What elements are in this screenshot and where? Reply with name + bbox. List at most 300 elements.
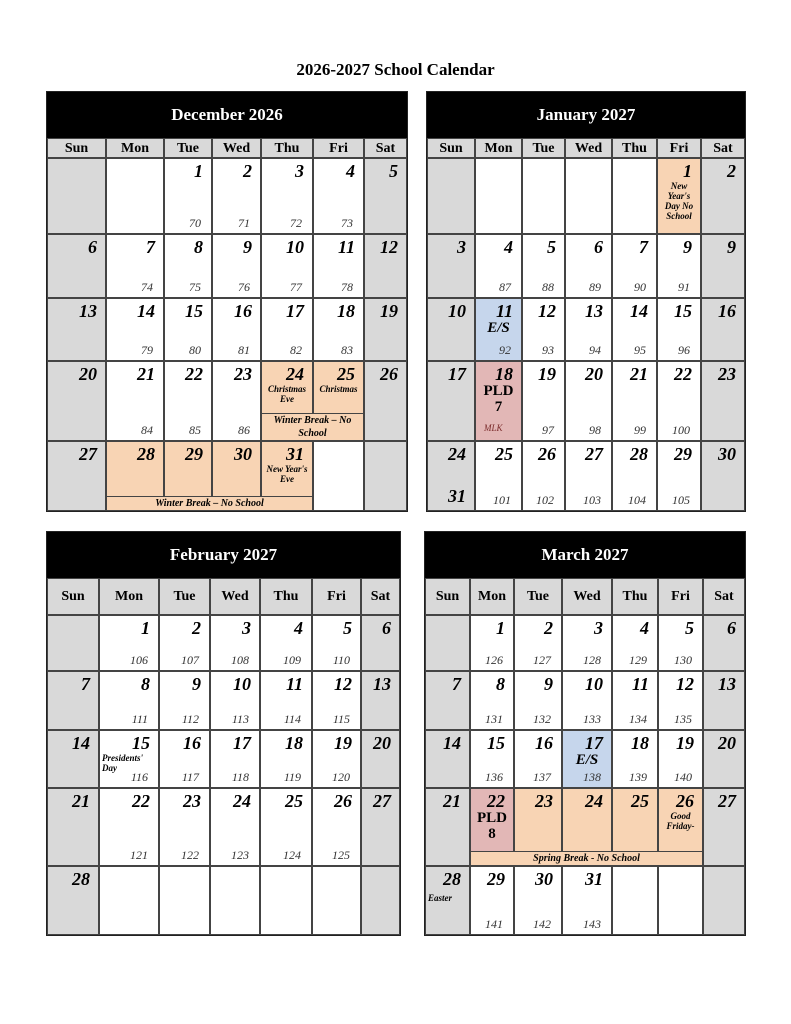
day-cell: [522, 298, 565, 361]
school-day-count: 93: [542, 343, 554, 357]
day-cell: [210, 730, 260, 788]
day-number: 14: [630, 301, 648, 321]
school-day-count: 89: [589, 280, 601, 294]
day-cell: [470, 671, 514, 730]
day-number: 1: [141, 618, 150, 638]
day-cell: [703, 788, 745, 866]
weekday-header: Mon: [99, 578, 159, 615]
day-cell: [164, 234, 212, 298]
day-cell: [522, 361, 565, 441]
day-number: 8: [194, 237, 203, 257]
school-day-count: 108: [231, 653, 249, 667]
day-number: 11: [631, 674, 649, 694]
empty-cell: [612, 866, 658, 935]
school-day-count: 123: [231, 848, 249, 862]
day-cell: [313, 234, 364, 298]
school-day-count: 116: [130, 770, 148, 784]
day-number: 4: [294, 618, 303, 638]
day-cell: [212, 298, 261, 361]
day-number: 27: [79, 444, 97, 464]
school-day-count: 78: [341, 280, 353, 294]
school-day-count: 138: [583, 770, 601, 784]
day-number: 9: [544, 674, 553, 694]
day-cell: [361, 615, 400, 671]
day-cell: [260, 671, 312, 730]
day-number: 3: [295, 161, 304, 181]
day-number: 21: [72, 791, 90, 811]
day-number: 3: [594, 618, 603, 638]
weekday-header: Sat: [364, 138, 407, 158]
day-cell: [313, 158, 364, 234]
day-cell: [475, 234, 522, 298]
day-number: 25: [337, 364, 355, 384]
day-cell: [210, 788, 260, 866]
day-cell: [475, 298, 522, 361]
day-cell: [212, 158, 261, 234]
day-number: 22: [674, 364, 692, 384]
day-note: Christmas Eve: [267, 384, 307, 404]
day-cell: [164, 361, 212, 441]
empty-cell: [475, 158, 522, 234]
day-number: 30: [234, 444, 252, 464]
weekday-header: Sat: [361, 578, 400, 615]
day-cell: [364, 234, 407, 298]
day-cell: [612, 234, 657, 298]
school-day-count: 86: [238, 423, 250, 437]
day-number: 4: [640, 618, 649, 638]
day-cell: [562, 730, 612, 788]
day-cell: [612, 671, 658, 730]
day-cell: [99, 730, 159, 788]
day-number: 17: [286, 301, 304, 321]
day-cell: [657, 298, 701, 361]
school-day-count: 132: [533, 712, 551, 726]
school-day-count: 136: [485, 770, 503, 784]
day-cell: [470, 730, 514, 788]
school-day-count: 114: [283, 712, 301, 726]
day-number: 2: [727, 161, 736, 181]
school-day-count: 70: [189, 216, 201, 230]
school-day-count: 80: [189, 343, 201, 357]
early-start-label: E/S: [487, 320, 510, 336]
school-day-count: 88: [542, 280, 554, 294]
day-cell: [312, 788, 361, 866]
school-day-count: 128: [583, 653, 601, 667]
day-cell: [361, 671, 400, 730]
day-number: 29: [487, 869, 505, 889]
day-number: 11: [495, 301, 513, 321]
day-number: 5: [685, 618, 694, 638]
day-number: 20: [79, 364, 97, 384]
school-day-count: 122: [181, 848, 199, 862]
school-day-count: 92: [499, 343, 511, 357]
empty-cell: [658, 866, 703, 935]
day-number: 5: [343, 618, 352, 638]
day-cell: [701, 298, 745, 361]
day-cell: [312, 671, 361, 730]
day-number: 28: [137, 444, 155, 464]
day-number: 26: [334, 791, 352, 811]
day-cell: [703, 671, 745, 730]
day-cell: [475, 441, 522, 511]
empty-cell: [703, 866, 745, 935]
day-cell: [514, 866, 562, 935]
day-cell: [106, 298, 164, 361]
day-cell: [364, 298, 407, 361]
day-number: 9: [683, 237, 692, 257]
day-number: 30: [718, 444, 736, 464]
day-cell: [47, 298, 106, 361]
school-day-count: 102: [536, 493, 554, 507]
day-number: 29: [185, 444, 203, 464]
day-number: 2: [243, 161, 252, 181]
day-number: 28: [443, 869, 461, 889]
day-cell: [565, 361, 612, 441]
day-cell: [522, 441, 565, 511]
empty-cell: [364, 441, 407, 511]
day-number: 10: [585, 674, 603, 694]
day-number: 12: [334, 674, 352, 694]
weekday-header: Mon: [475, 138, 522, 158]
day-number: 19: [676, 733, 694, 753]
day-cell: [565, 298, 612, 361]
day-number: 2: [192, 618, 201, 638]
day-number: 15: [487, 733, 505, 753]
day-cell: [612, 441, 657, 511]
school-day-count: 137: [533, 770, 551, 784]
school-day-count: 141: [485, 917, 503, 931]
day-number: 19: [538, 364, 556, 384]
school-day-count: 109: [283, 653, 301, 667]
school-day-count: 112: [181, 712, 199, 726]
day-cell: [164, 298, 212, 361]
school-day-count: 79: [141, 343, 153, 357]
school-day-count: 140: [674, 770, 692, 784]
day-number: 23: [234, 364, 252, 384]
weekday-header: Sun: [47, 138, 106, 158]
day-cell: [99, 671, 159, 730]
school-day-count: 139: [629, 770, 647, 784]
day-cell: [514, 671, 562, 730]
day-number: 19: [334, 733, 352, 753]
day-number: 10: [448, 301, 466, 321]
day-number: 15: [132, 733, 150, 753]
day-number: 10: [286, 237, 304, 257]
day-cell: [425, 788, 470, 866]
day-number: 21: [443, 791, 461, 811]
day-cell: [522, 234, 565, 298]
day-cell: [612, 361, 657, 441]
school-day-count: 96: [678, 343, 690, 357]
school-day-count: 119: [283, 770, 301, 784]
month-title: February 2027: [47, 532, 400, 578]
break-banner: Winter Break – No School: [106, 496, 313, 511]
school-day-count: 91: [678, 280, 690, 294]
empty-cell: [612, 158, 657, 234]
day-number: 17: [585, 733, 603, 753]
day-cell: [701, 361, 745, 441]
day-cell: [313, 298, 364, 361]
empty-cell: [361, 866, 400, 935]
day-number: 12: [538, 301, 556, 321]
day-number: 12: [676, 674, 694, 694]
day-cell: [514, 730, 562, 788]
day-number: 31: [585, 869, 603, 889]
school-day-count: 72: [290, 216, 302, 230]
empty-cell: [47, 158, 106, 234]
day-number: 12: [380, 237, 398, 257]
month-title: December 2026: [47, 92, 407, 138]
day-number: 15: [674, 301, 692, 321]
school-day-count: 103: [583, 493, 601, 507]
day-number: 23: [535, 791, 553, 811]
day-number: 5: [547, 237, 556, 257]
day-number: 5: [389, 161, 398, 181]
day-cell: [312, 615, 361, 671]
day-cell: [612, 730, 658, 788]
weekday-header: Sat: [703, 578, 745, 615]
day-cell: [260, 615, 312, 671]
day-cell: [212, 234, 261, 298]
day-cell: [470, 866, 514, 935]
day-note: New Year's Day No School: [664, 181, 694, 221]
school-day-count: 81: [238, 343, 250, 357]
school-day-count: 111: [131, 712, 148, 726]
empty-cell: [427, 158, 475, 234]
day-number: 3: [457, 237, 466, 257]
day-number: 18: [495, 364, 513, 384]
month-title: March 2027: [425, 532, 745, 578]
day-number: 26: [676, 791, 694, 811]
pld-label: PLD 8: [477, 810, 507, 842]
day-cell: [47, 441, 106, 511]
day-number: 17: [233, 733, 251, 753]
day-cell: [425, 671, 470, 730]
day-note: Christmas: [319, 384, 358, 394]
school-day-count: 90: [634, 280, 646, 294]
school-day-count: 99: [634, 423, 646, 437]
day-number: 25: [631, 791, 649, 811]
day-number: 1: [194, 161, 203, 181]
day-number: 22: [185, 364, 203, 384]
day-cell: [261, 158, 313, 234]
day-number: 29: [674, 444, 692, 464]
school-day-count: 74: [141, 280, 153, 294]
day-number: 21: [137, 364, 155, 384]
school-day-count: 142: [533, 917, 551, 931]
day-cell: [159, 671, 210, 730]
day-number: 22: [132, 791, 150, 811]
month-title: January 2027: [427, 92, 745, 138]
day-cell: [425, 866, 470, 935]
day-number: 2: [544, 618, 553, 638]
day-cell: [47, 866, 99, 935]
day-number: 7: [81, 674, 90, 694]
day-note: Easter: [428, 893, 453, 903]
school-day-count: 126: [485, 653, 503, 667]
day-cell: [658, 730, 703, 788]
empty-cell: [159, 866, 210, 935]
day-cell: [565, 234, 612, 298]
day-cell: [47, 234, 106, 298]
break-banner: Spring Break - No School: [470, 851, 703, 866]
day-cell: [425, 730, 470, 788]
day-number: 14: [443, 733, 461, 753]
weekday-header: Tue: [164, 138, 212, 158]
day-cell: [106, 361, 164, 441]
day-cell: [514, 615, 562, 671]
day-cell: [565, 441, 612, 511]
day-cell: [261, 234, 313, 298]
weekday-header: Sat: [701, 138, 745, 158]
day-cell: [562, 671, 612, 730]
weekday-header: Tue: [159, 578, 210, 615]
day-number: 16: [718, 301, 736, 321]
day-number: 18: [631, 733, 649, 753]
weekday-header: Tue: [522, 138, 565, 158]
day-number: 13: [585, 301, 603, 321]
day-cell: [159, 788, 210, 866]
day-cell: [701, 234, 745, 298]
break-banner: Winter Break – No School: [261, 413, 364, 441]
day-number: 23: [718, 364, 736, 384]
day-cell: [658, 671, 703, 730]
day-number: 13: [79, 301, 97, 321]
weekday-header: Fri: [313, 138, 364, 158]
school-day-count: 135: [674, 712, 692, 726]
day-number: 7: [452, 674, 461, 694]
school-day-count: 121: [130, 848, 148, 862]
day-number: 9: [192, 674, 201, 694]
month-march: [424, 531, 746, 936]
day-cell: [159, 730, 210, 788]
day-number: 7: [639, 237, 648, 257]
day-number: 25: [495, 444, 513, 464]
day-cell: [210, 671, 260, 730]
day-cell: [562, 866, 612, 935]
day-note: Presidents' Day: [102, 753, 144, 773]
day-cell: [427, 441, 475, 511]
school-day-count: 104: [628, 493, 646, 507]
school-day-count: 94: [589, 343, 601, 357]
day-number: 9: [727, 237, 736, 257]
day-number: 1: [683, 161, 692, 181]
day-number: 24: [448, 444, 466, 464]
day-number: 24: [286, 364, 304, 384]
day-cell: [47, 730, 99, 788]
day-number: 14: [137, 301, 155, 321]
weekday-header: Thu: [260, 578, 312, 615]
weekday-header: Thu: [612, 578, 658, 615]
weekday-header: Thu: [261, 138, 313, 158]
day-cell: [657, 158, 701, 234]
day-number: 27: [718, 791, 736, 811]
day-number: 18: [285, 733, 303, 753]
day-number: 6: [594, 237, 603, 257]
day-number: 10: [233, 674, 251, 694]
day-number: 13: [373, 674, 391, 694]
school-day-count: 133: [583, 712, 601, 726]
day-cell: [312, 730, 361, 788]
empty-cell: [47, 615, 99, 671]
day-cell: [364, 158, 407, 234]
school-day-count: 105: [672, 493, 690, 507]
empty-cell: [313, 441, 364, 511]
day-cell: [361, 730, 400, 788]
day-number: 16: [234, 301, 252, 321]
day-number: 8: [496, 674, 505, 694]
school-day-count: 115: [332, 712, 350, 726]
school-day-count: 87: [499, 280, 511, 294]
school-day-count: 77: [290, 280, 302, 294]
day-number: 26: [380, 364, 398, 384]
school-day-count: 97: [542, 423, 554, 437]
day-cell: [701, 158, 745, 234]
school-day-count: 98: [589, 423, 601, 437]
day-number: 16: [183, 733, 201, 753]
month-december: [46, 91, 408, 512]
day-cell: [261, 298, 313, 361]
school-day-count: 143: [583, 917, 601, 931]
day-number: 6: [727, 618, 736, 638]
empty-cell: [565, 158, 612, 234]
early-start-label: E/S: [575, 752, 599, 768]
school-day-count: 82: [290, 343, 302, 357]
day-number: 18: [337, 301, 355, 321]
day-number: 11: [285, 674, 303, 694]
day-number: 9: [243, 237, 252, 257]
day-number: 16: [535, 733, 553, 753]
day-cell: [703, 615, 745, 671]
day-cell: [47, 671, 99, 730]
school-day-count: 95: [634, 343, 646, 357]
school-day-count: 73: [341, 216, 353, 230]
weekday-header: Wed: [212, 138, 261, 158]
day-cell: [212, 361, 261, 441]
day-note: Good Friday-: [666, 811, 695, 831]
day-cell: [99, 615, 159, 671]
day-cell: [47, 788, 99, 866]
month-february: [46, 531, 401, 936]
weekday-header: Thu: [612, 138, 657, 158]
day-cell: [164, 158, 212, 234]
day-number: 27: [585, 444, 603, 464]
day-number: 20: [585, 364, 603, 384]
day-cell: [99, 788, 159, 866]
day-number: 25: [285, 791, 303, 811]
day-cell: [210, 615, 260, 671]
weekday-header: Wed: [210, 578, 260, 615]
school-day-count: 131: [485, 712, 503, 726]
day-cell: [703, 730, 745, 788]
empty-cell: [210, 866, 260, 935]
day-number: 20: [373, 733, 391, 753]
day-number: 6: [382, 618, 391, 638]
weekday-header: Mon: [106, 138, 164, 158]
empty-cell: [260, 866, 312, 935]
school-day-count: 76: [238, 280, 250, 294]
weekday-header: Sun: [47, 578, 99, 615]
school-day-count: 85: [189, 423, 201, 437]
day-cell: [260, 730, 312, 788]
school-day-count: 118: [231, 770, 249, 784]
school-day-count: 117: [181, 770, 199, 784]
school-day-count: 124: [283, 848, 301, 862]
school-day-count: 84: [141, 423, 153, 437]
day-number: 28: [72, 869, 90, 889]
day-number: 24: [585, 791, 603, 811]
empty-cell: [106, 158, 164, 234]
